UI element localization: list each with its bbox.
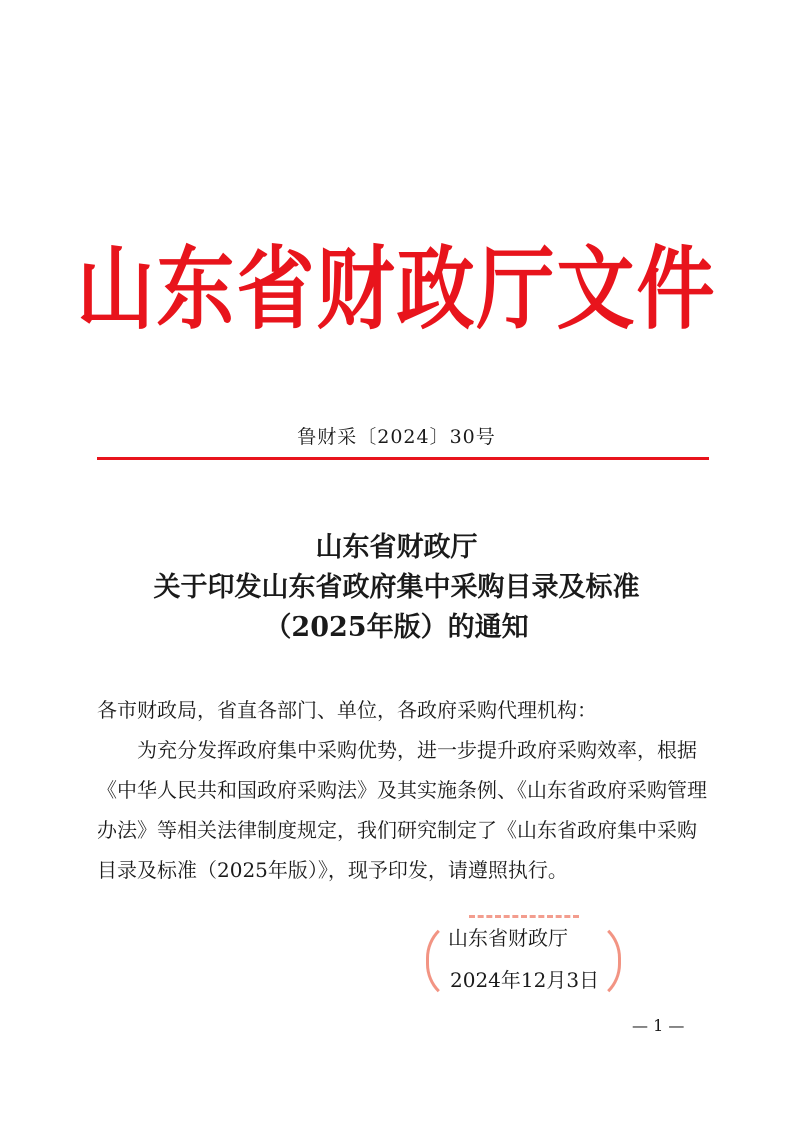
document-masthead: 山东省财政厅文件 [76,237,717,342]
title-line-1: 山东省财政厅 [315,532,478,563]
signing-organization: 山东省财政厅 [448,926,568,950]
red-divider-line [97,457,709,460]
document-title [0,528,793,648]
document-body [97,690,709,890]
body-paragraph: 为充分发挥政府集中采购优势，进一步提升政府采购效率，根据《中华人民共和国政府采购法》及其实施条例、《山东省政府采购管理办法》等相关法律制度规定，我们研究制定了《山东省政府集中采购目录及标准（2025年版）》，现予印发，请遵照执行。 [97,738,707,882]
salutation: 各市财政局，省直各部门、单位，各政府采购代理机构： [97,698,597,722]
page-number: — 1 — [632,1016,685,1035]
document-number: 鲁财采〔2024〕30号 [297,426,496,448]
signing-date: 2024年12月3日 [450,968,600,992]
title-line-2: 关于印发山东省政府集中采购目录及标准 [153,572,640,603]
title-line-3: （2025年版）的通知 [264,612,529,643]
signature-block [420,922,680,1012]
